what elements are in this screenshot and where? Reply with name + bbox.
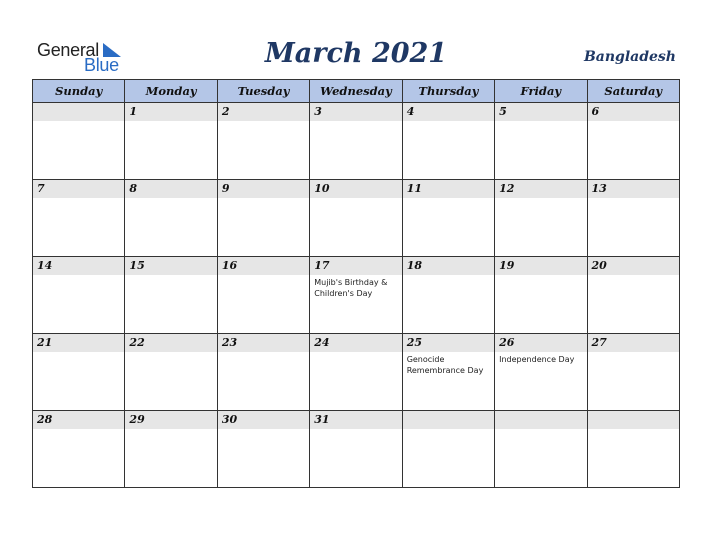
day-number: 13 (588, 180, 679, 198)
day-cell (33, 334, 125, 411)
day-number (33, 103, 124, 121)
day-number (495, 411, 586, 429)
day-number: 19 (495, 257, 586, 275)
day-number: 26 (495, 334, 586, 352)
day-cell (217, 411, 309, 488)
day-number: 9 (218, 180, 309, 198)
day-cell (402, 180, 494, 257)
day-number: 23 (218, 334, 309, 352)
day-cell (495, 180, 587, 257)
day-cell (33, 257, 125, 334)
day-number: 7 (33, 180, 124, 198)
logo-text-general: General (37, 40, 99, 60)
day-cell (310, 411, 402, 488)
day-number: 20 (588, 257, 679, 275)
day-cell (587, 334, 679, 411)
day-number: 5 (495, 103, 586, 121)
day-cell (217, 257, 309, 334)
day-number: 10 (310, 180, 401, 198)
day-cell (587, 180, 679, 257)
day-cell (402, 103, 494, 180)
day-number: 12 (495, 180, 586, 198)
weekday-wednesday: Wednesday (310, 80, 402, 103)
day-number: 31 (310, 411, 401, 429)
day-cell (125, 103, 217, 180)
day-number: 8 (125, 180, 216, 198)
day-number: 28 (33, 411, 124, 429)
weekday-tuesday: Tuesday (217, 80, 309, 103)
day-number: 15 (125, 257, 216, 275)
day-cell (402, 334, 494, 411)
day-cell (587, 411, 679, 488)
week-row (33, 334, 680, 411)
calendar-title: March 2021 (264, 38, 448, 69)
holiday-label: Mujib's Birthday & Children's Day (314, 278, 388, 298)
weekday-saturday: Saturday (587, 80, 679, 103)
day-cell (310, 103, 402, 180)
day-cell (402, 257, 494, 334)
day-cell (217, 103, 309, 180)
day-cell (495, 257, 587, 334)
day-cell (495, 103, 587, 180)
logo-text-blue: Blue (84, 55, 119, 75)
day-number: 27 (588, 334, 679, 352)
day-cell (217, 180, 309, 257)
day-number (588, 411, 679, 429)
day-cell (402, 411, 494, 488)
day-number: 25 (403, 334, 494, 352)
country-name: Bangladesh (583, 49, 676, 65)
day-cell (587, 103, 679, 180)
day-cell (125, 334, 217, 411)
week-row (33, 411, 680, 488)
weekday-friday: Friday (495, 80, 587, 103)
week-row (33, 103, 680, 180)
day-cell (310, 180, 402, 257)
day-cell (310, 257, 402, 334)
week-row (33, 180, 680, 257)
day-cell (125, 411, 217, 488)
day-cell (125, 180, 217, 257)
day-cell (587, 257, 679, 334)
day-cell (33, 103, 125, 180)
calendar-body (33, 103, 680, 488)
day-cell (310, 334, 402, 411)
weekday-monday: Monday (125, 80, 217, 103)
day-cell (217, 334, 309, 411)
day-number: 22 (125, 334, 216, 352)
day-cell (33, 180, 125, 257)
day-number: 16 (218, 257, 309, 275)
day-cell (495, 334, 587, 411)
day-number: 18 (403, 257, 494, 275)
day-number: 30 (218, 411, 309, 429)
weekday-thursday: Thursday (402, 80, 494, 103)
day-number: 14 (33, 257, 124, 275)
day-number: 3 (310, 103, 401, 121)
holiday-label: Genocide Remembrance Day (406, 355, 484, 375)
day-cell (33, 411, 125, 488)
day-number: 21 (33, 334, 124, 352)
week-row (33, 257, 680, 334)
weekday-header-row (33, 80, 680, 103)
day-number: 1 (125, 103, 216, 121)
day-number: 6 (588, 103, 679, 121)
day-cell (495, 411, 587, 488)
day-number: 11 (403, 180, 494, 198)
day-number: 4 (403, 103, 494, 121)
day-cell (125, 257, 217, 334)
holiday-label: Independence Day (499, 355, 575, 364)
day-number: 17 (310, 257, 401, 275)
day-number: 2 (218, 103, 309, 121)
day-number (403, 411, 494, 429)
calendar-grid (32, 79, 680, 488)
weekday-sunday: Sunday (33, 80, 125, 103)
day-number: 29 (125, 411, 216, 429)
day-number: 24 (310, 334, 401, 352)
